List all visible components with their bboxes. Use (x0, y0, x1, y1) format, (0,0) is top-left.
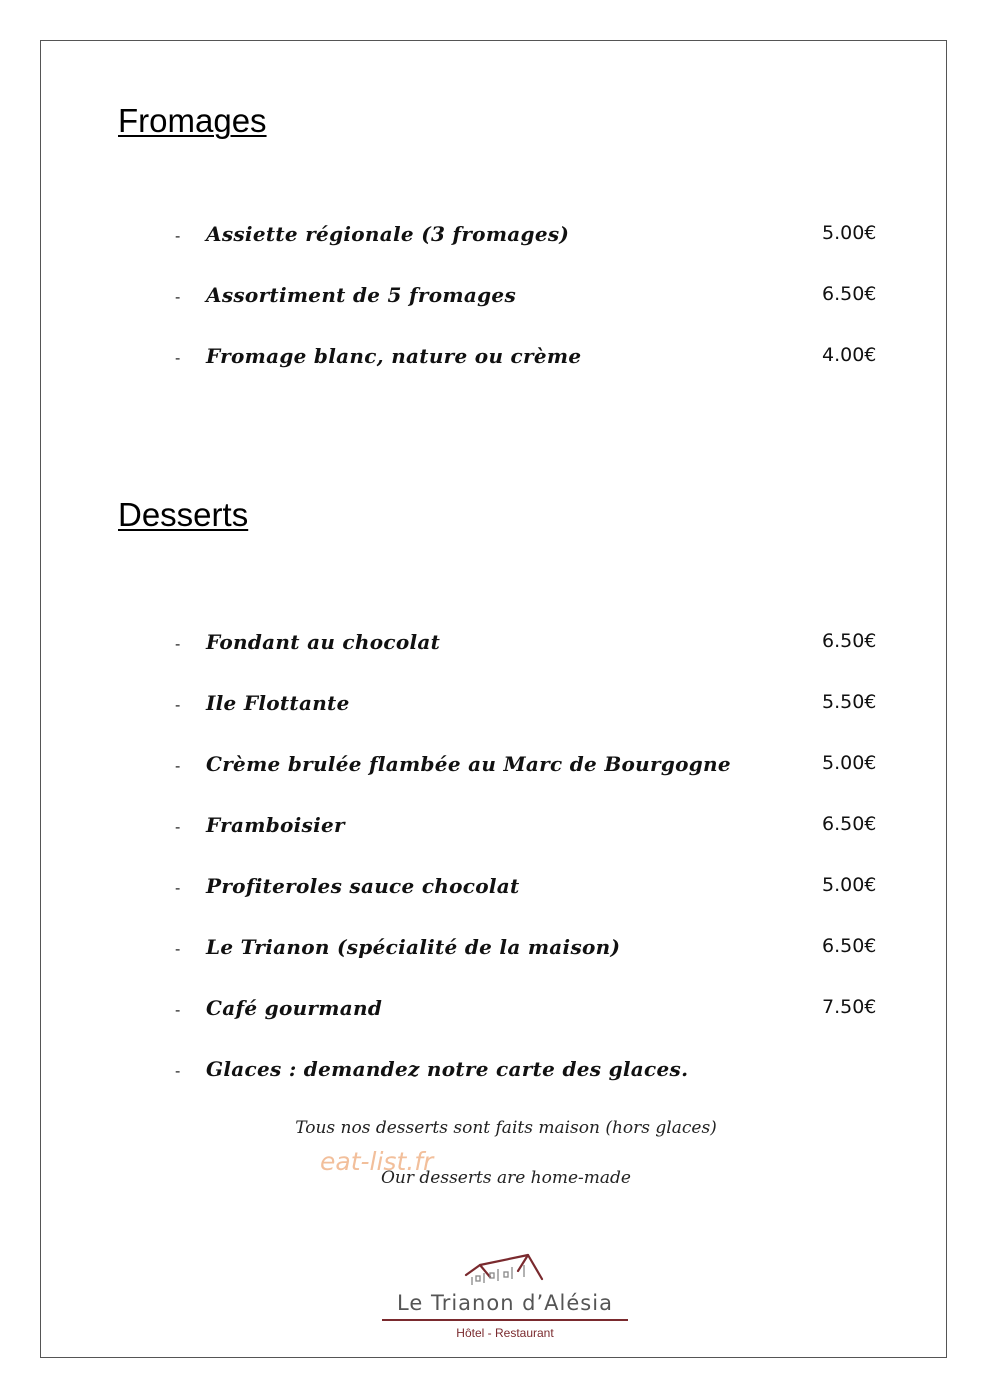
bullet-dash: - (175, 636, 181, 653)
item-price: 7.50€ (822, 996, 877, 1018)
menu-item (0, 813, 989, 874)
item-price: 6.50€ (822, 283, 877, 305)
item-name: Profiteroles sauce chocolat (206, 874, 520, 898)
item-name: Fromage blanc, nature ou crème (206, 344, 582, 368)
bullet-dash: - (175, 758, 181, 775)
homemade-note-french: Tous nos desserts sont faits maison (hors glaces) (295, 1118, 717, 1138)
bullet-dash: - (175, 228, 181, 245)
menu-item (0, 630, 989, 691)
item-name: Assiette régionale (3 fromages) (206, 222, 570, 246)
item-price: 6.50€ (822, 935, 877, 957)
item-price: 5.50€ (822, 691, 877, 713)
logo-name: Le Trianon d’Alésia (397, 1291, 613, 1315)
item-name: Assortiment de 5 fromages (206, 283, 516, 307)
item-price: 6.50€ (822, 630, 877, 652)
menu-item (0, 1057, 989, 1118)
menu-item (0, 874, 989, 935)
item-price: 5.00€ (822, 222, 877, 244)
item-name: Crème brulée flambée au Marc de Bourgogne (206, 752, 731, 776)
menu-item (0, 691, 989, 752)
item-price: 4.00€ (822, 344, 877, 366)
logo-divider (382, 1319, 628, 1321)
house-roof-icon (380, 1243, 630, 1293)
desserts-list (0, 630, 989, 1118)
item-price: 6.50€ (822, 813, 877, 835)
menu-item (0, 935, 989, 996)
fromages-title: Fromages (118, 102, 267, 139)
item-name: Fondant au chocolat (206, 630, 441, 654)
item-name: Glaces : demandez notre carte des glaces. (206, 1057, 689, 1081)
menu-item (0, 752, 989, 813)
item-price: 5.00€ (822, 752, 877, 774)
menu-item (0, 283, 989, 344)
menu-item (0, 344, 989, 405)
logo-subtitle: Hôtel - Restaurant (456, 1326, 554, 1340)
watermark: eat-list.fr (320, 1147, 434, 1176)
item-name: Le Trianon (spécialité de la maison) (206, 935, 621, 959)
bullet-dash: - (175, 1002, 181, 1019)
bullet-dash: - (175, 289, 181, 306)
desserts-title: Desserts (118, 496, 249, 533)
item-name: Café gourmand (206, 996, 383, 1020)
restaurant-logo (380, 1243, 630, 1343)
menu-item (0, 222, 989, 283)
item-name: Framboisier (206, 813, 345, 837)
bullet-dash: - (175, 350, 181, 367)
bullet-dash: - (175, 941, 181, 958)
menu-item (0, 996, 989, 1057)
bullet-dash: - (175, 819, 181, 836)
homemade-note-english: Our desserts are home-made (381, 1168, 631, 1188)
bullet-dash: - (175, 1063, 181, 1080)
item-name: Ile Flottante (206, 691, 350, 715)
bullet-dash: - (175, 880, 181, 897)
bullet-dash: - (175, 697, 181, 714)
fromages-list (0, 222, 989, 405)
item-price: 5.00€ (822, 874, 877, 896)
